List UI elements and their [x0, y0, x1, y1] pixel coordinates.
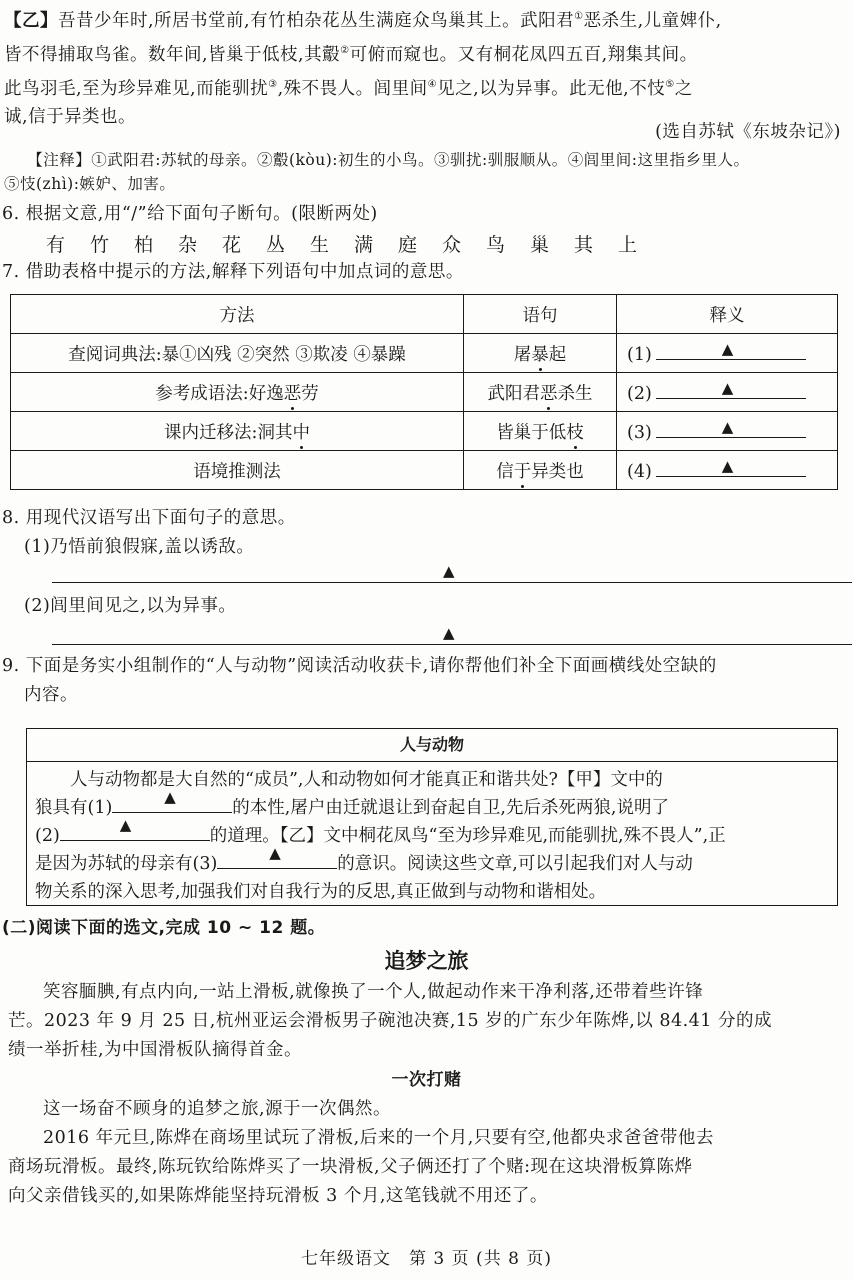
page-footer: 七年级语文 第 3 页 (共 8 页) [301, 1249, 552, 1269]
passage-notes: 【注释】①武阳君:苏轼的母亲。②鷇(kòu):初生的小鸟。③驯扰:驯服顺从。④闾里间:这里指乡里人。 ⑤忮(zhì):嫉妒、加害。 [4, 151, 750, 193]
question-6 [0, 200, 853, 259]
q7-sentence: 屠暴起 [464, 334, 617, 373]
q6-char: 花 [222, 234, 242, 256]
q7-header-sentence: 语句 [464, 295, 617, 334]
q7-answer-blank[interactable]: ▲ [656, 341, 806, 360]
q6-char: 柏 [134, 234, 154, 256]
q8-sentence-2: (2)闾里间见之,以为异事。 [24, 596, 237, 616]
q9-blank-3[interactable]: ▲ [217, 850, 337, 869]
q8-answer-line-1[interactable] [52, 582, 852, 583]
q6-char: 有 [46, 234, 66, 256]
q7-header-row [11, 295, 838, 334]
dotted-char: 枝 [566, 419, 584, 444]
q7-table [10, 294, 838, 490]
q6-char: 竹 [90, 234, 110, 256]
q6-char: 巢 [530, 234, 550, 256]
q7-method: 课内迁移法:洞其中 [11, 412, 464, 451]
q7-method: 查阅词典法:暴①凶残 ②突然 ③欺凌 ④暴躁 [11, 334, 464, 373]
q9-blank-2[interactable]: ▲ [60, 822, 210, 841]
q6-char: 鸟 [486, 234, 506, 256]
q9-prompt: 9. 下面是务实小组制作的“人与动物”阅读活动收获卡,请你帮他们补全下面画横线处空缺的 [2, 656, 717, 676]
q7-meaning: (2) ▲ [617, 373, 838, 412]
question-8 [0, 504, 853, 562]
q6-char: 丛 [266, 234, 286, 256]
q9-card: 人与动物 人与动物都是大自然的“成员”,人和动物如何才能真正和谐共处?【甲】文中的 狼具有(1) ▲ 的本性,屠户由迁就退让到奋起自卫,先后杀死两狼,说明了 (2) ▲ 的道理。【乙】文中桐花凤鸟“至为珍异难见,而能驯扰,殊不畏人”,正 是因为苏轼的母亲有(3) ▲ 的意识。阅读这些文章,可以引起我们对人与动 物关系的深入思考,加强我们对自我行为的反思,真正做到与动物和谐相处。 [26, 728, 838, 906]
q8-answer-line-2[interactable] [52, 644, 852, 645]
question-9: 9. 下面是务实小组制作的“人与动物”阅读活动收获卡,请你帮他们补全下面画横线处空缺的 内容。 [0, 652, 853, 710]
q6-char: 杂 [178, 234, 198, 256]
q7-row [11, 412, 838, 451]
article-title: 追梦之旅 [384, 949, 469, 973]
q7-sentence: 信于异类也 [464, 451, 617, 490]
q7-header-meaning: 释义 [617, 295, 838, 334]
article-body: 笑容腼腆,有点内向,一站上滑板,就像换了一个人,做起动作来干净利落,还带着些许锋 芒。2023 年 9 月 25 日,杭州亚运会滑板男子碗池决赛,15 岁的广东少年陈烨,以 84.41 分的成 绩一举折桂,为中国滑板队摘得首金。 一次打赌 这一场奋不顾身的追梦之旅,源于一次偶然。 2016 年元旦,陈烨在商场里试玩了滑板,后来的一个月,只要有空,他都央求爸爸带他去 商场玩滑板。最终,陈玩钦给陈烨买了一块滑板,父子俩还打了个赌:现在这块滑板算陈烨 向父亲借钱买的,如果陈烨能坚持玩滑板 3 个月,这笔钱就不用还了。 [0, 978, 853, 1211]
q8-triangle-2: ▲ [443, 624, 455, 642]
dotted-char: 恶 [284, 380, 302, 405]
q7-answer-blank[interactable]: ▲ [656, 380, 806, 399]
dotted-char: 于 [514, 458, 532, 483]
article-subtitle: 一次打赌 [391, 1070, 462, 1090]
section-2-heading: (二)阅读下面的选文,完成 10 ~ 12 题。 [2, 918, 326, 938]
q6-char: 其 [574, 234, 594, 256]
dotted-char: 恶 [540, 380, 558, 405]
q7-sentence: 皆巢于低枝 [464, 412, 617, 451]
q7-sentence: 武阳君恶杀生 [464, 373, 617, 412]
q7-row [11, 451, 838, 490]
q7-prompt: 7. 借助表格中提示的方法,解释下列语句中加点词的意思。 [2, 262, 464, 282]
q9-blank-1[interactable]: ▲ [112, 794, 232, 813]
q7-method: 语境推测法 [11, 451, 464, 490]
dotted-char: 中 [292, 419, 310, 444]
q7-meaning: (1) ▲ [617, 334, 838, 373]
q6-char: 上 [618, 234, 638, 256]
q6-char: 满 [354, 234, 374, 256]
q7-meaning: (4) ▲ [617, 451, 838, 490]
q6-char: 生 [310, 234, 330, 256]
q7-row [11, 373, 838, 412]
q7-method: 参考成语法:好逸恶劳 [11, 373, 464, 412]
passage-label: 【乙】 [4, 10, 58, 31]
q7-header-method: 方法 [11, 295, 464, 334]
passage-source: (选自苏轼《东坡杂记》) [655, 122, 841, 142]
q7-row [11, 334, 838, 373]
q6-char: 庭 [398, 234, 418, 256]
question-7 [0, 258, 853, 287]
q8-triangle-1: ▲ [443, 562, 455, 580]
q8-sentence-1: (1)乃悟前狼假寐,盖以诱敌。 [24, 537, 255, 557]
q7-meaning: (3) ▲ [617, 412, 838, 451]
section-2 [0, 914, 853, 943]
q7-answer-blank[interactable]: ▲ [656, 419, 806, 438]
q7-answer-blank[interactable]: ▲ [656, 458, 806, 477]
q6-sentence [2, 231, 853, 259]
q6-prompt: 6. 根据文意,用“/”给下面句子断句。(限断两处) [2, 204, 378, 224]
q6-char: 众 [442, 234, 462, 256]
passage-yi: 【乙】吾昔少年时,所居书堂前,有竹柏杂花丛生满庭众鸟巢其上。武阳君①恶杀生,儿童婢仆, 皆不得捕取鸟雀。数年间,皆巢于低枝,其鷇②可俯而窥也。又有桐花凤四五百,翔集其间。 此鸟羽毛,至为珍异难见,而能驯扰③,殊不畏人。闾里间④见之,以为异事。此无他,不忮⑤之 诚,信于异类也。 [4, 10, 722, 128]
dotted-char: 暴 [531, 341, 549, 366]
q9-card-title: 人与动物 [27, 729, 837, 762]
q8-prompt: 8. 用现代汉语写出下面句子的意思。 [2, 508, 296, 528]
